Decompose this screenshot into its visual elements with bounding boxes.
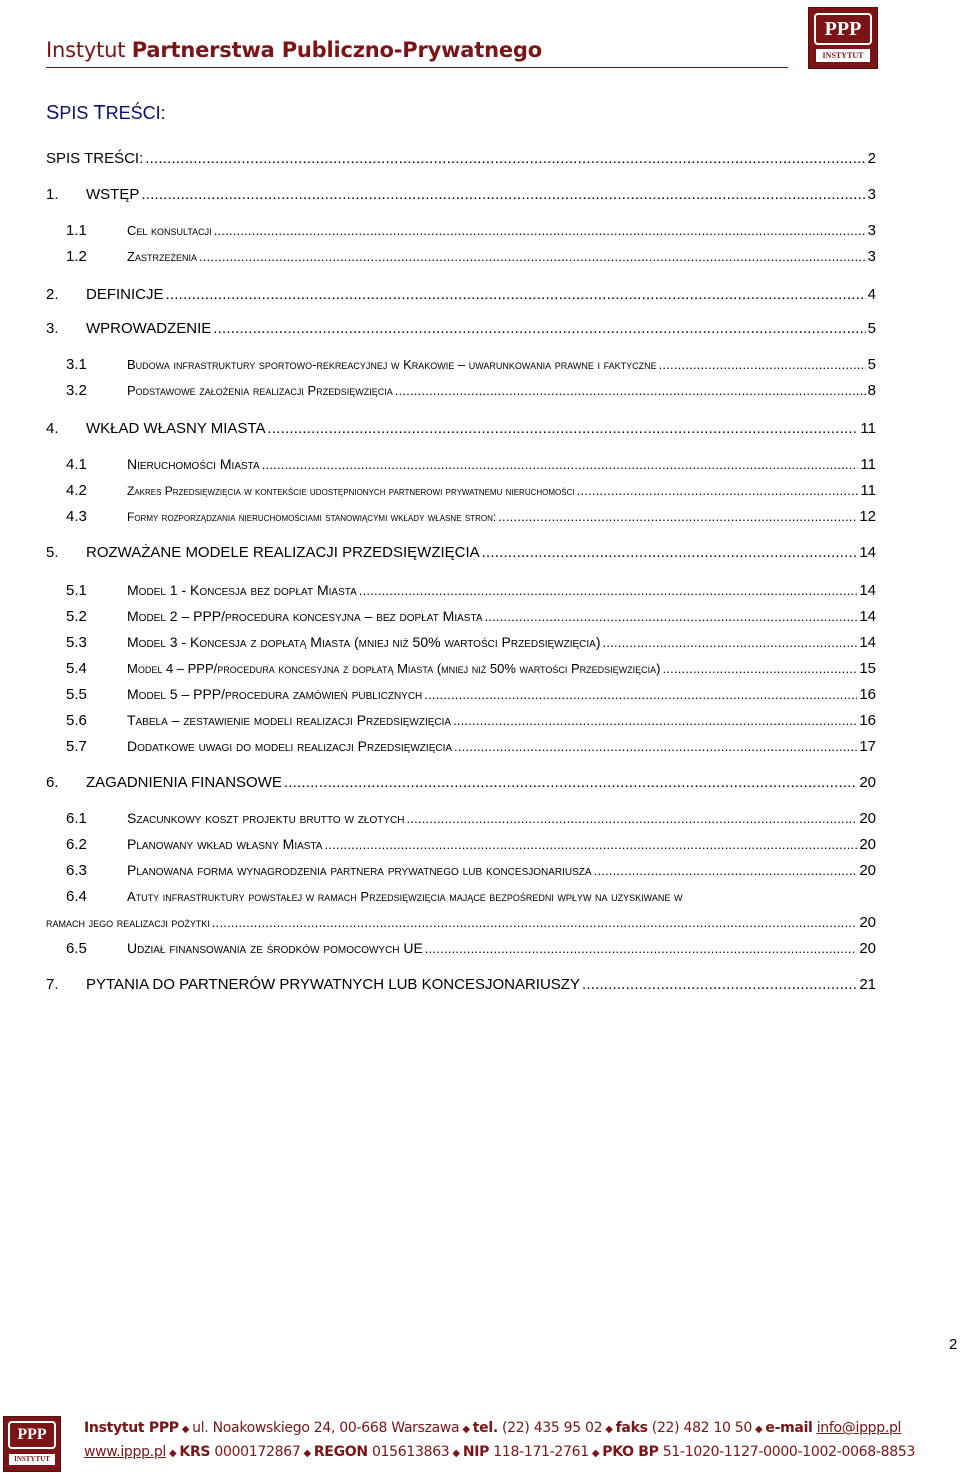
toc-entry[interactable]: 3.1 Budowa infrastruktury sportowo-rekreacyjnej w Krakowie – uwarunkowania prawne i faktyczne ..... 5: [66, 356, 876, 373]
toc-entry[interactable]: 5.2 Model 2 – PPP/procedura koncesyjna – bez dopłat Miasta ..... 14: [66, 608, 876, 625]
email-link[interactable]: info@ippp.pl: [816, 1420, 902, 1436]
footer-address-line: Instytut PPP ◆ ul. Noakowskiego 24, 00-668 Warszawa ◆ tel. (22) 435 95 02 ◆ faks (22) 482 10 50 ◆ e-mail info@ippp.pl: [84, 1420, 902, 1436]
diamond-separator-icon: ◆: [462, 1424, 470, 1435]
diamond-separator-icon: ◆: [181, 1424, 190, 1435]
page-number: 2: [949, 1336, 958, 1353]
footer-registry-line: www.ippp.pl ◆ KRS 0000172867 ◆ REGON 015613863 ◆ NIP 118-171-2761 ◆ PKO BP 51-1020-1127-0000-1002-0068-8853: [84, 1444, 916, 1460]
toc-entry[interactable]: 1. WSTĘP ..... 3: [46, 186, 876, 203]
toc-entry[interactable]: 6. ZAGADNIENIA FINANSOWE ..... 20: [46, 774, 876, 791]
header-title-plain: Instytut: [46, 38, 132, 62]
toc-entry[interactable]: 4.1 Nieruchomości Miasta ..... 11: [66, 456, 876, 473]
toc-entry[interactable]: 7. PYTANIA DO PARTNERÓW PRYWATNYCH LUB KONCESJONARIUSZY ..... 21: [46, 976, 876, 993]
website-link[interactable]: www.ippp.pl: [84, 1444, 166, 1460]
toc-entry[interactable]: 6.3 Planowana forma wynagrodzenia partnera prywatnego lub koncesjonariusza ..... 20: [66, 862, 876, 879]
logo-instytut-text: INSTYTUT: [816, 49, 870, 62]
toc-entry[interactable]: 5.1 Model 1 - Koncesja bez dopłat Miasta ..... 14: [66, 582, 876, 599]
diamond-separator-icon: ◆: [303, 1448, 311, 1459]
diamond-separator-icon: ◆: [169, 1448, 177, 1459]
toc-entry-continued[interactable]: ramach jego realizacji pożytki ..... 20: [46, 914, 876, 931]
toc-entry[interactable]: 4. WKŁAD WŁASNY MIASTA ..... 11: [46, 420, 876, 437]
header-rule: [46, 67, 788, 68]
footer-ppp-logo: [3, 1416, 61, 1472]
diamond-separator-icon: ◆: [755, 1424, 763, 1435]
toc-entry[interactable]: SPIS TREŚCI: ..... 2: [46, 150, 876, 167]
toc-entry[interactable]: 5.3 Model 3 - Koncesja z dopłatą Miasta (mniej niż 50% wartości Przedsięwzięcia) ..... 14: [66, 634, 876, 651]
toc-entry[interactable]: 5. ROZWAŻANE MODELE REALIZACJI PRZEDSIĘWZIĘCIA ..... 14: [46, 544, 876, 561]
toc-entry[interactable]: 3. WPROWADZENIE ..... 5: [46, 320, 876, 337]
toc-entry[interactable]: 4.3 Formy rozporządzania nieruchomościami stanowiącymi wkłady własne stron: ..... 12: [66, 508, 876, 525]
toc-entry[interactable]: 6.5 Udział finansowania ze środków pomocowych UE ..... 20: [66, 940, 876, 957]
toc-entry[interactable]: 5.6 Tabela – zestawienie modeli realizacji Przedsięwzięcia ..... 16: [66, 712, 876, 729]
toc-entry[interactable]: 1.2 Zastrzeżenia ..... 3: [66, 248, 876, 265]
toc-entry[interactable]: 4.2 Zakres Przedsięwzięcia w kontekście udostępnionych partnerowi prywatnemu nieruchomości ..... 11: [66, 482, 876, 499]
diamond-separator-icon: ◆: [452, 1448, 460, 1459]
diamond-separator-icon: ◆: [591, 1448, 600, 1459]
toc-entry[interactable]: 2. DEFINICJE ..... 4: [46, 286, 876, 303]
toc-entry[interactable]: 6.4 Atuty infrastruktury powstałej w ramach Przedsięwzięcia mające bezpośredni wpływ na uzyskiwane w: [66, 888, 683, 905]
toc-entry[interactable]: 5.4 Model 4 – PPP/procedura koncesyjna z dopłatą Miasta (mniej niż 50% wartości Przedsięwzięcia) ..... 15: [66, 660, 876, 677]
toc-entry[interactable]: 1.1 Cel konsultacji ..... 3: [66, 222, 876, 239]
document-header-title: [46, 38, 542, 62]
footer-logo-ppp-text: PPP: [8, 1421, 56, 1449]
toc-entry[interactable]: 6.1 Szacunkowy koszt projektu brutto w złotych ..... 20: [66, 810, 876, 827]
toc-entry[interactable]: 6.2 Planowany wkład własny Miasta ..... 20: [66, 836, 876, 853]
ppp-logo: [808, 7, 878, 69]
toc-entry[interactable]: 3.2 Podstawowe założenia realizacji Przedsięwzięcia ..... 8: [66, 382, 876, 399]
toc-entry[interactable]: 5.5 Model 5 – PPP/procedura zamówień publicznych ..... 16: [66, 686, 876, 703]
toc-entry[interactable]: 5.7 Dodatkowe uwagi do modeli realizacji Przedsięwzięcia ..... 17: [66, 738, 876, 755]
logo-ppp-text: PPP: [814, 13, 872, 45]
header-title-bold: Partnerstwa Publiczno-Prywatnego: [131, 38, 542, 62]
footer-logo-instytut-text: INSTYTUT: [9, 1454, 55, 1465]
diamond-separator-icon: ◆: [605, 1424, 613, 1435]
toc-heading: SPIS TREŚCI:: [46, 102, 166, 124]
